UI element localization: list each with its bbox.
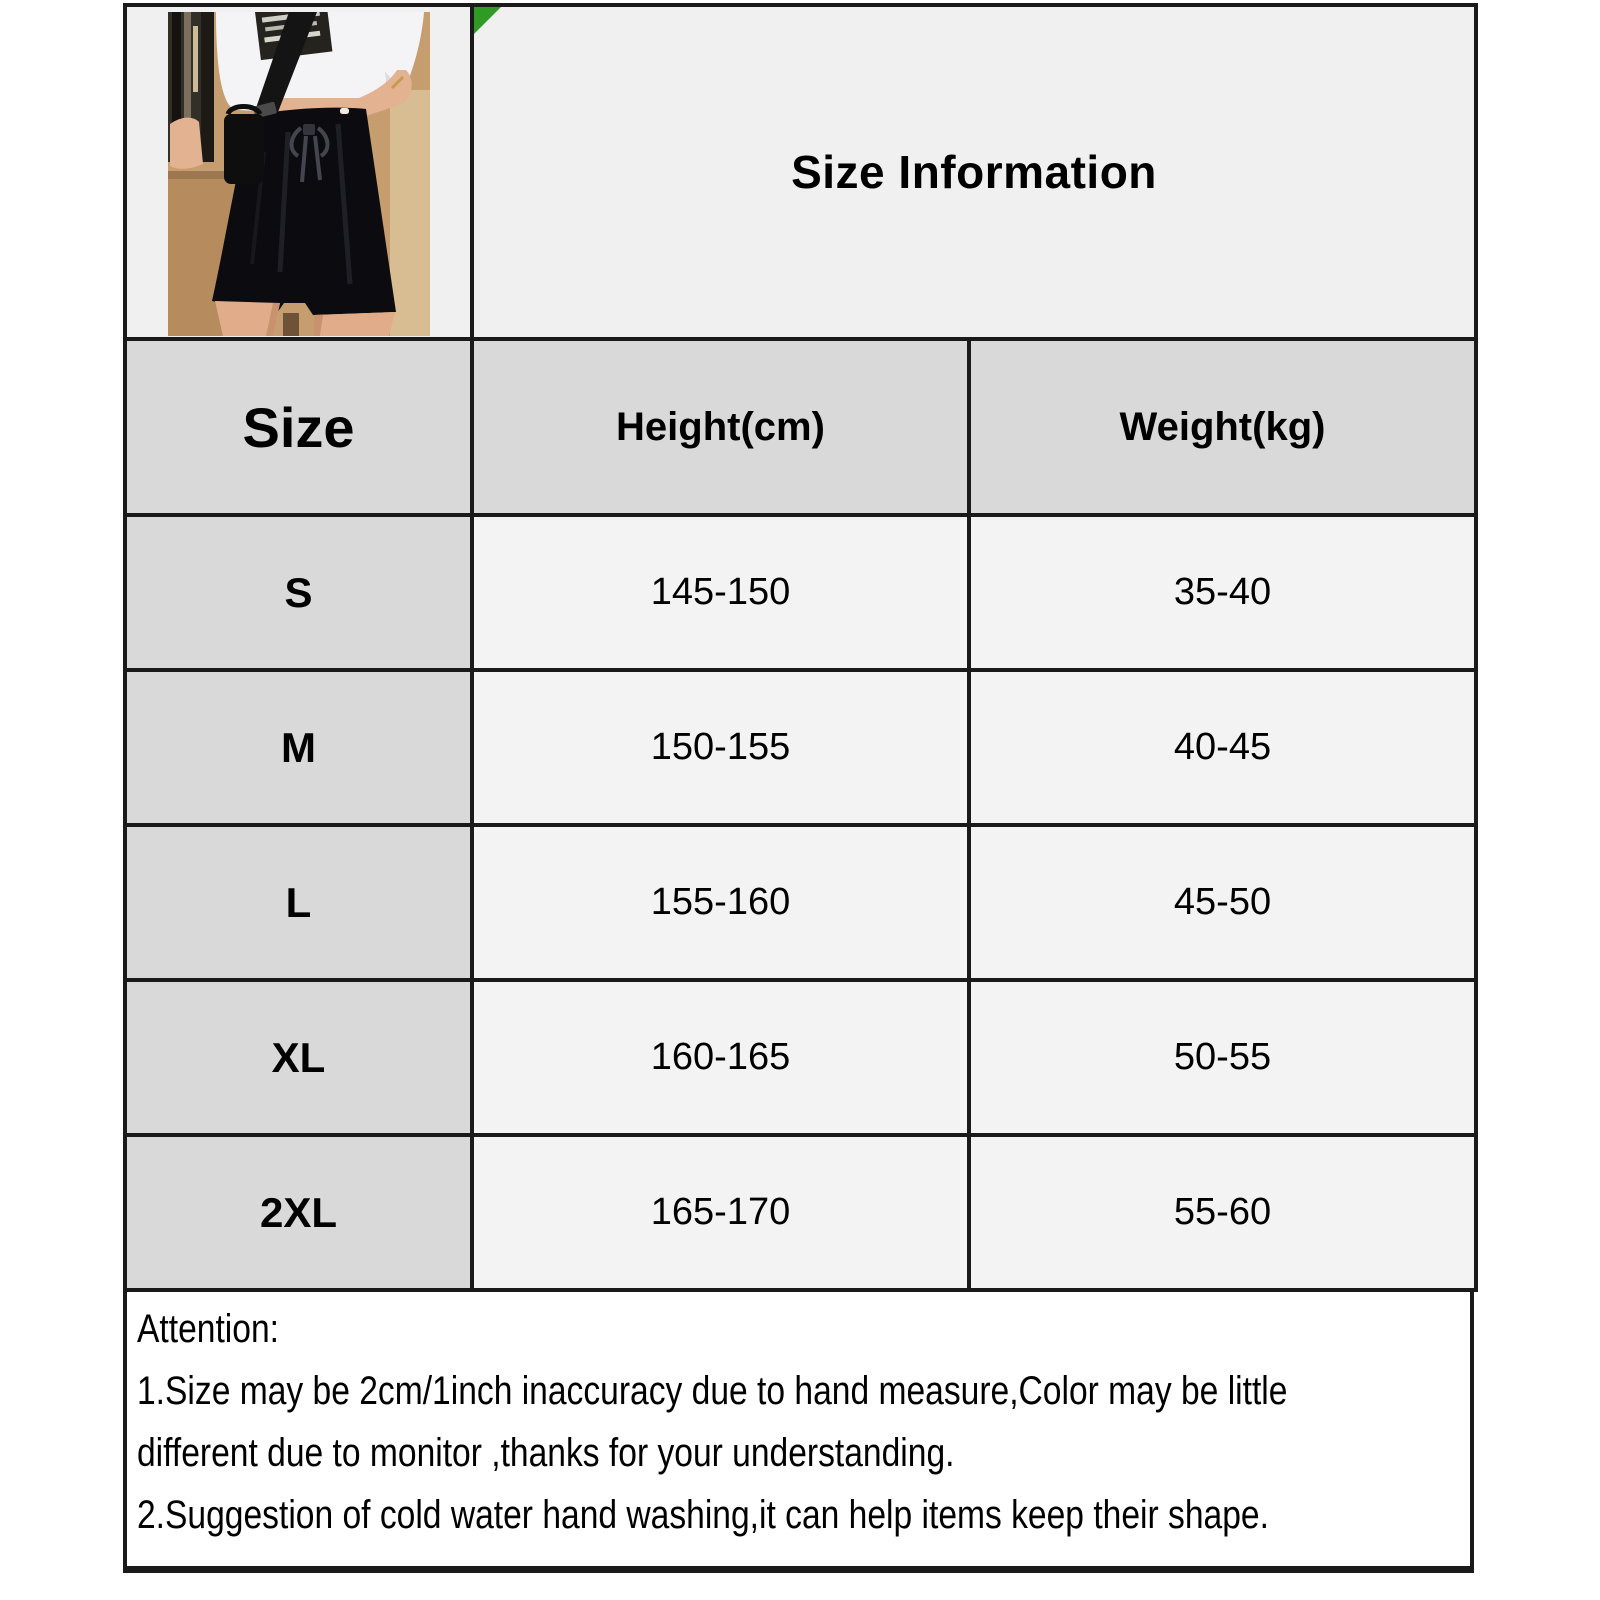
column-header-weight: Weight(kg) (969, 339, 1476, 515)
column-header-height: Height(cm) (472, 339, 969, 515)
title-row (125, 5, 1476, 339)
attention-line: different due to monitor ,thanks for your understanding. (137, 1431, 955, 1475)
size-table (123, 3, 1478, 1292)
size-cell: 2XL (125, 1135, 472, 1290)
height-cell: 155-160 (472, 825, 969, 980)
table-row-m (125, 670, 1476, 825)
weight-cell: 35-40 (969, 515, 1476, 670)
size-cell: M (125, 670, 472, 825)
product-photo-frame (127, 9, 470, 336)
size-cell: XL (125, 980, 472, 1135)
weight-cell: 50-55 (969, 980, 1476, 1135)
height-cell: 145-150 (472, 515, 969, 670)
weight-cell: 40-45 (969, 670, 1476, 825)
table-row-2xl (125, 1135, 1476, 1290)
column-header-size: Size (125, 339, 472, 515)
height-cell: 150-155 (472, 670, 969, 825)
table-header-row (125, 339, 1476, 515)
table-row-xl (125, 980, 1476, 1135)
weight-cell: 45-50 (969, 825, 1476, 980)
table-row-s (125, 515, 1476, 670)
height-cell: 160-165 (472, 980, 969, 1135)
green-corner-marker-icon (474, 7, 501, 34)
size-chart-sheet (123, 3, 1474, 1573)
height-cell: 165-170 (472, 1135, 969, 1290)
size-information-cell (472, 5, 1476, 339)
attention-line: 2.Suggestion of cold water hand washing,it can help items keep their shape. (137, 1493, 1269, 1537)
size-cell: L (125, 825, 472, 980)
size-cell: S (125, 515, 472, 670)
size-information-title: Size Information (791, 146, 1157, 198)
attention-line: 1.Size may be 2cm/1inch inaccuracy due to hand measure,Color may be little (137, 1369, 1288, 1413)
weight-cell: 55-60 (969, 1135, 1476, 1290)
table-row-l (125, 825, 1476, 980)
product-photo (168, 12, 430, 336)
attention-section (123, 1288, 1474, 1573)
product-photo-cell (125, 5, 472, 339)
attention-title: Attention: (137, 1307, 279, 1351)
